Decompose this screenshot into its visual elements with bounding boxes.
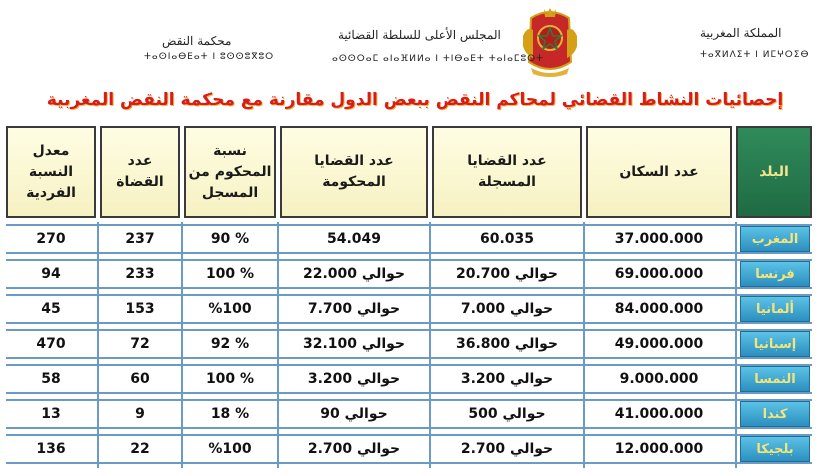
table-cell-decided: حوالي 32.100 — [303, 336, 405, 352]
page-title: إحصائيات النشاط القضائي لمحاكم النقض ببعض الدول مقارنة مع محكمة النقض المغربية — [46, 90, 784, 110]
council-name-arabic: المجلس الأعلى للسلطة القضائية — [338, 28, 501, 42]
court-name-tifinagh: ⵜⴰⵙⵏⴰⴱⴹⴰⵜ ⵏ ⵓⵙⵙⵓⴳⵓⵔ — [144, 52, 275, 62]
header-decided-cases: عدد القضايا المحكومة — [280, 126, 428, 218]
table-cell-decided: حوالي 3.200 — [307, 371, 401, 387]
table-cell-ratio: % 100 — [205, 266, 255, 282]
column-divider — [735, 222, 737, 468]
table-cell-judges: 153 — [125, 301, 155, 317]
table-cell-judges: 233 — [125, 266, 155, 282]
header-judges: عدد القضاة — [100, 126, 180, 218]
table-cell-ratio: % 90 — [210, 231, 250, 247]
column-divider — [583, 222, 585, 468]
table-cell-rate: 136 — [36, 441, 66, 457]
council-name-tifinagh: ⴰⵙⵙⵔⴰⵎ ⴰⵏⴰⴼⵍⵍⴰ ⵏ ⵜⵏⴱⴰⴹⵜ ⵜⴰⵏⴰⵎⵓⵔⵜ — [332, 54, 545, 64]
table-cell-population: 9.000.000 — [619, 371, 699, 387]
table-cell-decided: 54.049 — [326, 231, 382, 247]
statistics-table — [4, 124, 816, 474]
royal-coat-of-arms-icon — [521, 6, 579, 78]
table-cell-registered: حوالي 20.700 — [456, 266, 558, 282]
table-cell-country: بلجيكا — [740, 436, 810, 462]
table-cell-rate: 94 — [41, 266, 61, 282]
kingdom-name-arabic: المملكة المغربية — [700, 26, 782, 40]
table-cell-rate: 58 — [41, 371, 61, 387]
table-cell-judges: 22 — [130, 441, 150, 457]
table-cell-registered: حوالي 7.000 — [460, 301, 554, 317]
document-header — [0, 0, 821, 86]
table-cell-population: 12.000.000 — [614, 441, 704, 457]
header-ratio: نسبة المحكوم من المسجل — [184, 126, 276, 218]
header-registered-cases: عدد القضايا المسجلة — [432, 126, 582, 218]
table-cell-country: فرنسا — [740, 261, 810, 287]
table-cell-country: إسبانيا — [740, 331, 810, 357]
table-cell-rate: 270 — [36, 231, 66, 247]
table-cell-decided: حوالي 22.000 — [303, 266, 405, 282]
table-cell-country: ألمانيا — [740, 296, 810, 322]
table-cell-decided: حوالي 90 — [320, 406, 388, 422]
table-cell-ratio: % 92 — [210, 336, 250, 352]
column-divider — [181, 222, 183, 468]
header-individual-rate: معدل النسبة الفردية — [6, 126, 96, 218]
kingdom-name-tifinagh: ⵜⴰⴳⵍⴷⵉⵜ ⵏ ⵍⵎⵖⵔⵉⴱ — [700, 50, 810, 60]
table-cell-judges: 72 — [130, 336, 150, 352]
table-cell-registered: حوالي 2.700 — [460, 441, 554, 457]
table-cell-decided: حوالي 2.700 — [307, 441, 401, 457]
table-cell-registered: حوالي 500 — [468, 406, 546, 422]
table-cell-ratio: % 18 — [210, 406, 250, 422]
table-cell-registered: حوالي 3.200 — [460, 371, 554, 387]
column-divider — [277, 222, 279, 468]
table-cell-country: النمسا — [740, 366, 810, 392]
table-cell-judges: 9 — [135, 406, 145, 422]
table-cell-decided: حوالي 7.700 — [307, 301, 401, 317]
table-cell-registered: حوالي 36.800 — [456, 336, 558, 352]
table-cell-judges: 60 — [130, 371, 150, 387]
header-population: عدد السكان — [586, 126, 732, 218]
table-cell-rate: 470 — [36, 336, 66, 352]
table-cell-population: 37.000.000 — [614, 231, 704, 247]
column-divider — [429, 222, 431, 468]
table-cell-country: المغرب — [740, 226, 810, 252]
table-cell-judges: 237 — [125, 231, 155, 247]
table-cell-registered: 60.035 — [479, 231, 535, 247]
table-cell-ratio: % 100 — [205, 371, 255, 387]
table-cell-population: 41.000.000 — [614, 406, 704, 422]
table-cell-population: 69.000.000 — [614, 266, 704, 282]
table-cell-population: 84.000.000 — [614, 301, 704, 317]
table-cell-rate: 45 — [41, 301, 61, 317]
header-country: البلد — [736, 126, 812, 218]
table-cell-rate: 13 — [41, 406, 61, 422]
table-cell-ratio: %100 — [208, 301, 252, 317]
table-cell-country: كندا — [740, 401, 810, 427]
table-cell-population: 49.000.000 — [614, 336, 704, 352]
column-divider — [97, 222, 99, 468]
table-cell-ratio: %100 — [208, 441, 252, 457]
court-name-arabic: محكمة النقض — [162, 34, 232, 48]
